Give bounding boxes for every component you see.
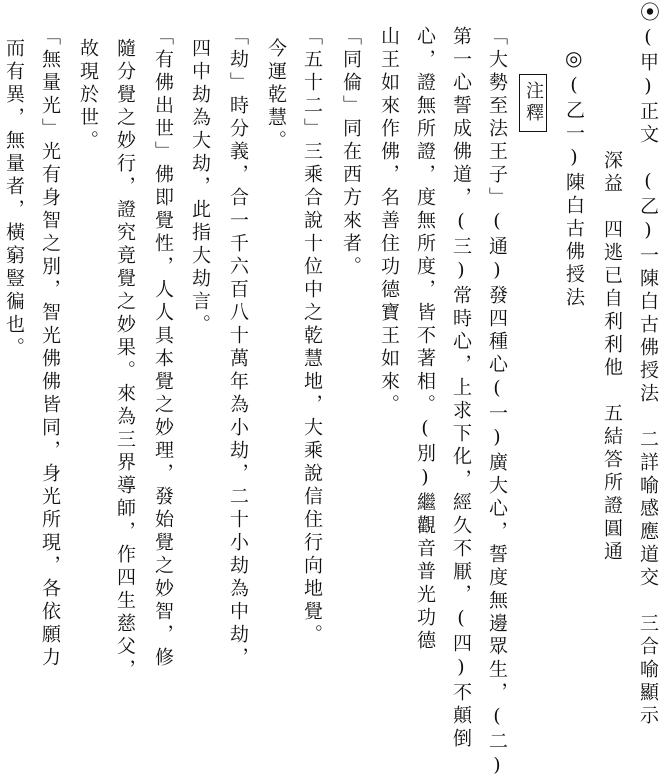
toc-line-1: (甲)正文 (乙)一陳白古佛授法 二詳喻感應道交 三合喻顯示 [637, 26, 659, 728]
subsection-heading: (乙一)陳白古佛授法 [563, 74, 585, 310]
note-line-8: 「劫」時分義，合一千六百八十萬年為小劫，二十小劫為中劫， [227, 26, 249, 670]
note-line-6: 「五十二」三乘合說十位中之乾慧地，大乘說信住行向地覺。 [301, 26, 323, 647]
section-bullet-icon: ⦿ [640, 0, 660, 24]
note-line-14: 而有異，無量者，橫窮豎徧也。 [3, 38, 25, 360]
toc-line-2: 深益 四逃已自利利他 五結答所證圓通 [601, 150, 623, 564]
note-line-2: 第一心誓成佛道，(三)常時心，上求下化，經久不厭，(四)不顛倒 [450, 26, 472, 751]
note-line-7: 今運乾慧。 [265, 38, 287, 153]
note-line-9: 四中劫為大劫，此指大劫言。 [189, 38, 211, 337]
note-line-4: 山王如來作佛，名善住功德寶王如來。 [378, 26, 400, 417]
note-line-10: 「有佛出世」佛即覺性，人人具本覺之妙理，發始覺之妙智，修 [152, 26, 174, 670]
note-line-11: 隨分覺之妙行，證究竟覺之妙果。來為三界導師，作四生慈父， [114, 38, 136, 682]
note-line-3: 心，證無所證，度無所度，皆不著相。(別)繼觀音普光功德 [414, 26, 436, 653]
note-line-1: 「大勢至法王子」(通)發四種心(一)廣大心，誓度無邊眾生，(二) [486, 26, 508, 780]
note-line-13: 「無量光」光有身智之別，智光佛佛皆同，身光所現，各依願力 [39, 26, 61, 670]
subsection-circle-icon: ◎ [565, 46, 583, 70]
annotation-label-box: 注釋 [519, 74, 547, 132]
note-line-5: 「同倫」同在西方來者。 [340, 26, 362, 279]
note-line-12: 故現於世。 [77, 38, 99, 153]
